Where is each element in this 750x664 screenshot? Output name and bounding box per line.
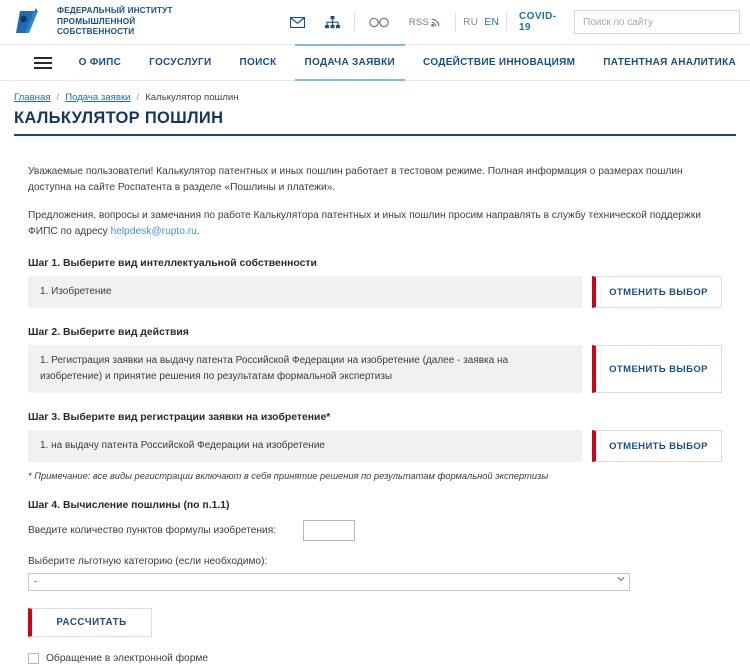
- claims-count-input[interactable]: [303, 520, 355, 541]
- calculator-form: [14, 136, 736, 664]
- menu-icon[interactable]: [28, 45, 65, 80]
- breadcrumb-home[interactable]: Главная: [14, 92, 51, 103]
- covid-19-link[interactable]: COVID-19: [519, 11, 557, 33]
- helpdesk-email-link[interactable]: helpdesk@rupto.ru: [110, 225, 197, 237]
- intro-text-after: .: [196, 225, 200, 237]
- intro-block: [28, 136, 722, 239]
- page-container: [0, 81, 750, 664]
- main-navigation: [0, 44, 750, 81]
- logo-line-3: СОБСТВЕННОСТИ: [57, 27, 135, 37]
- breadcrumb-separator: /: [136, 92, 140, 103]
- step-2-value: 1. Регистрация заявки на выдачу патента Российской Федерации на изобретение (далее - заявка на изобретение) и принятие решения по результатам формальной экспертизы: [28, 345, 582, 393]
- lang-ru-link[interactable]: RU: [463, 16, 479, 28]
- mail-icon[interactable]: [280, 12, 315, 32]
- glasses-accessibility-icon[interactable]: [359, 12, 399, 32]
- intro-paragraph-1: Уважаемые пользователи! Калькулятор патентных и иных пошлин работает в тестовом режиме. Полная информация о размерах пошлин доступна на сайте Роспатента в разделе «Пошлины и платежи».: [28, 166, 683, 193]
- lang-en-link[interactable]: EN: [484, 16, 500, 28]
- step-4-label: Шаг 4. Вычисление пошлины (по п.1.1): [28, 500, 230, 511]
- step-1-value: 1. Изобретение: [28, 276, 582, 308]
- registration-note: * Примечание: все виды регистрации включают в себя принятие решения по результатам формальной экспертизы: [28, 471, 549, 481]
- intro-text-before: Предложения, вопросы и замечания по работе Калькулятора патентных и иных пошлин просим направлять в службу технической поддержки ФИПС по адресу: [28, 210, 701, 237]
- nav-item-about[interactable]: О ФИПС: [78, 57, 122, 68]
- header-utility-icons: [280, 11, 574, 33]
- site-logo[interactable]: [14, 6, 272, 38]
- breadcrumb: [14, 81, 736, 109]
- logo-line-2: ПРОМЫШЛЕННОЙ: [57, 16, 136, 26]
- claims-count-row: [28, 520, 722, 541]
- divider: [506, 13, 507, 31]
- divider: [354, 13, 355, 31]
- search-input[interactable]: [574, 10, 740, 34]
- electronic-request-checkbox[interactable]: [28, 653, 39, 664]
- logo-title: [57, 6, 173, 38]
- step-2-cancel-button[interactable]: ОТМЕНИТЬ ВЫБОР: [592, 345, 722, 393]
- step-3-row: [28, 430, 722, 462]
- intro-paragraph-2: [28, 208, 722, 239]
- electronic-request-row: [28, 653, 722, 664]
- step-3-label: Шаг 3. Выберите вид регистрации заявки на изобретение*: [28, 412, 331, 423]
- breadcrumb-current: Калькулятор пошлин: [145, 92, 239, 103]
- step-2-label: Шаг 2. Выберите вид действия: [28, 327, 189, 338]
- nav-item-search[interactable]: ПОИСК: [239, 57, 277, 68]
- step-1-row: [28, 276, 722, 308]
- calculate-button[interactable]: РАССЧИТАТЬ: [28, 608, 152, 637]
- breadcrumb-section[interactable]: Подача заявки: [65, 92, 131, 103]
- step-3-cancel-button[interactable]: ОТМЕНИТЬ ВЫБОР: [592, 430, 722, 462]
- sitemap-icon[interactable]: [315, 12, 350, 32]
- nav-item-innovation-support[interactable]: СОДЕЙСТВИЕ ИННОВАЦИЯМ: [423, 57, 576, 68]
- page-title: КАЛЬКУЛЯТОР ПОШЛИН: [14, 109, 224, 127]
- breadcrumb-separator: /: [56, 92, 60, 103]
- electronic-request-label: Обращение в электронной форме: [46, 653, 209, 664]
- step-1-label: Шаг 1. Выберите вид интеллектуальной собственности: [28, 258, 317, 269]
- nav-item-application-filing[interactable]: ПОДАЧА ЗАЯВКИ: [291, 45, 410, 80]
- fips-logo-icon: [14, 7, 48, 37]
- benefit-category-label: Выберите льготную категорию (если необходимо):: [28, 556, 268, 567]
- nav-item-gosuslugi[interactable]: ГОСУСЛУГИ: [149, 57, 212, 68]
- logo-line-1: ФЕДЕРАЛЬНЫЙ ИНСТИТУТ: [57, 6, 173, 16]
- benefit-category-select-wrap: [28, 571, 630, 591]
- claims-count-label: Введите количество пунктов формулы изобретения:: [28, 525, 277, 536]
- nav-item-patent-analytics[interactable]: ПАТЕНТНАЯ АНАЛИТИКА: [603, 57, 736, 68]
- step-1-cancel-button[interactable]: ОТМЕНИТЬ ВЫБОР: [592, 276, 722, 308]
- site-header: [0, 0, 750, 44]
- step-3-value: 1. на выдачу патента Российской Федерации на изобретение: [28, 430, 582, 462]
- rss-label: RSS: [408, 16, 430, 28]
- step-2-row: [28, 345, 722, 393]
- benefit-category-select[interactable]: [28, 573, 630, 591]
- divider: [455, 13, 456, 31]
- rss-icon[interactable]: [399, 12, 451, 32]
